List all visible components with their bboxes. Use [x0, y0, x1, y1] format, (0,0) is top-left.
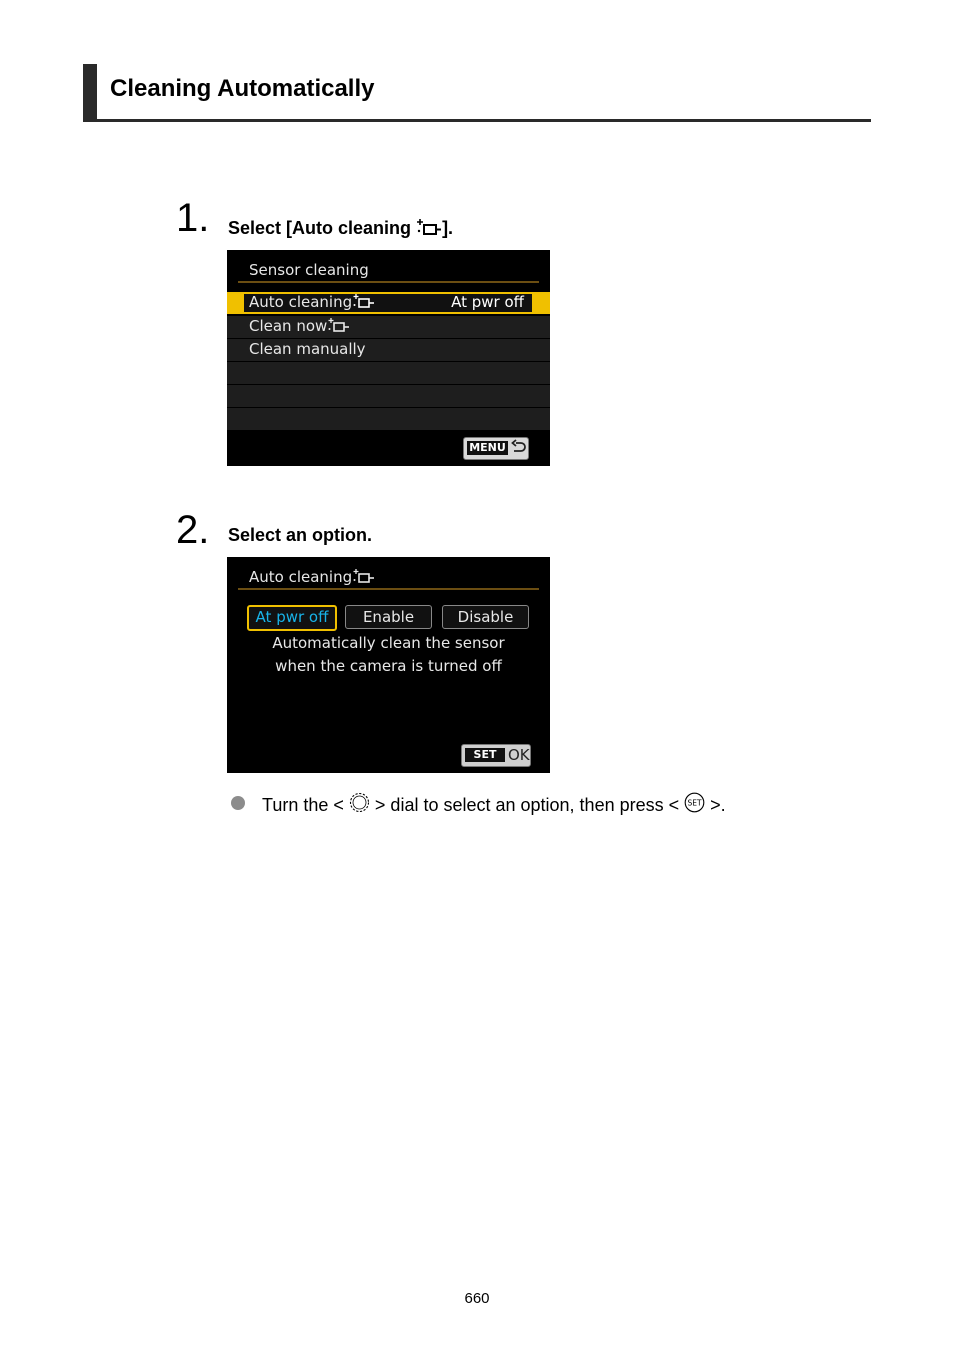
option-at-pwr-off-button[interactable]: At pwr off [247, 605, 337, 631]
camera-screen-auto-cleaning [227, 557, 550, 773]
set-ok-badge [461, 744, 531, 767]
screen-title: Sensor cleaning [249, 261, 369, 279]
step-1-text-after: ]. [442, 218, 454, 238]
menu-item-clean-manually[interactable] [227, 339, 550, 362]
section-header-bar [83, 64, 97, 122]
sensor-clean-icon [352, 294, 376, 313]
step-1-number: 1. [176, 196, 210, 240]
option-disable-button[interactable]: Disable [442, 605, 529, 629]
section-title: Cleaning Automatically [110, 75, 375, 102]
step-1-text-before: Select [Auto cleaning [228, 218, 412, 238]
bullet-point [231, 796, 245, 810]
screen-title-rule [238, 588, 539, 590]
menu-item-value: At pwr off [451, 293, 524, 311]
screen-title: Auto cleaning [249, 568, 376, 588]
page-number: 660 [464, 1290, 490, 1307]
section-header [83, 64, 871, 122]
set-button-label: SET [465, 748, 505, 762]
bullet-instruction: Turn the < > dial to select an option, then press < SET >. [262, 792, 726, 818]
step-2-number: 2. [176, 508, 210, 552]
menu-button-label: MENU [467, 441, 508, 455]
camera-screen-sensor-cleaning [227, 250, 550, 466]
menu-item-empty [227, 408, 550, 431]
section-header-rule [83, 119, 871, 122]
option-enable-button[interactable]: Enable [345, 605, 432, 629]
ok-label: OK [508, 746, 530, 764]
menu-return-badge [463, 437, 529, 460]
option-description-line-2: when the camera is turned off [275, 657, 502, 675]
step-1-instruction [228, 218, 453, 241]
menu-item-clean-now[interactable] [227, 316, 550, 339]
menu-item-label: Auto cleaning [249, 293, 376, 313]
return-arrow-icon [511, 439, 527, 461]
menu-item-empty [227, 362, 550, 385]
sensor-clean-icon [327, 318, 351, 337]
quick-control-dial-icon [349, 792, 370, 818]
menu-item-empty [227, 385, 550, 408]
menu-item-label: Clean manually [249, 340, 366, 358]
svg-text:SET: SET [687, 798, 702, 808]
sensor-clean-icon [416, 218, 442, 241]
sensor-clean-icon [352, 569, 376, 588]
option-description-line-1: Automatically clean the sensor [272, 634, 505, 652]
menu-item-auto-cleaning[interactable] [227, 292, 550, 315]
screen-title-rule [238, 281, 539, 283]
menu-item-label: Clean now [249, 317, 351, 337]
set-button-icon [684, 792, 705, 818]
step-2-instruction: Select an option. [228, 525, 373, 545]
